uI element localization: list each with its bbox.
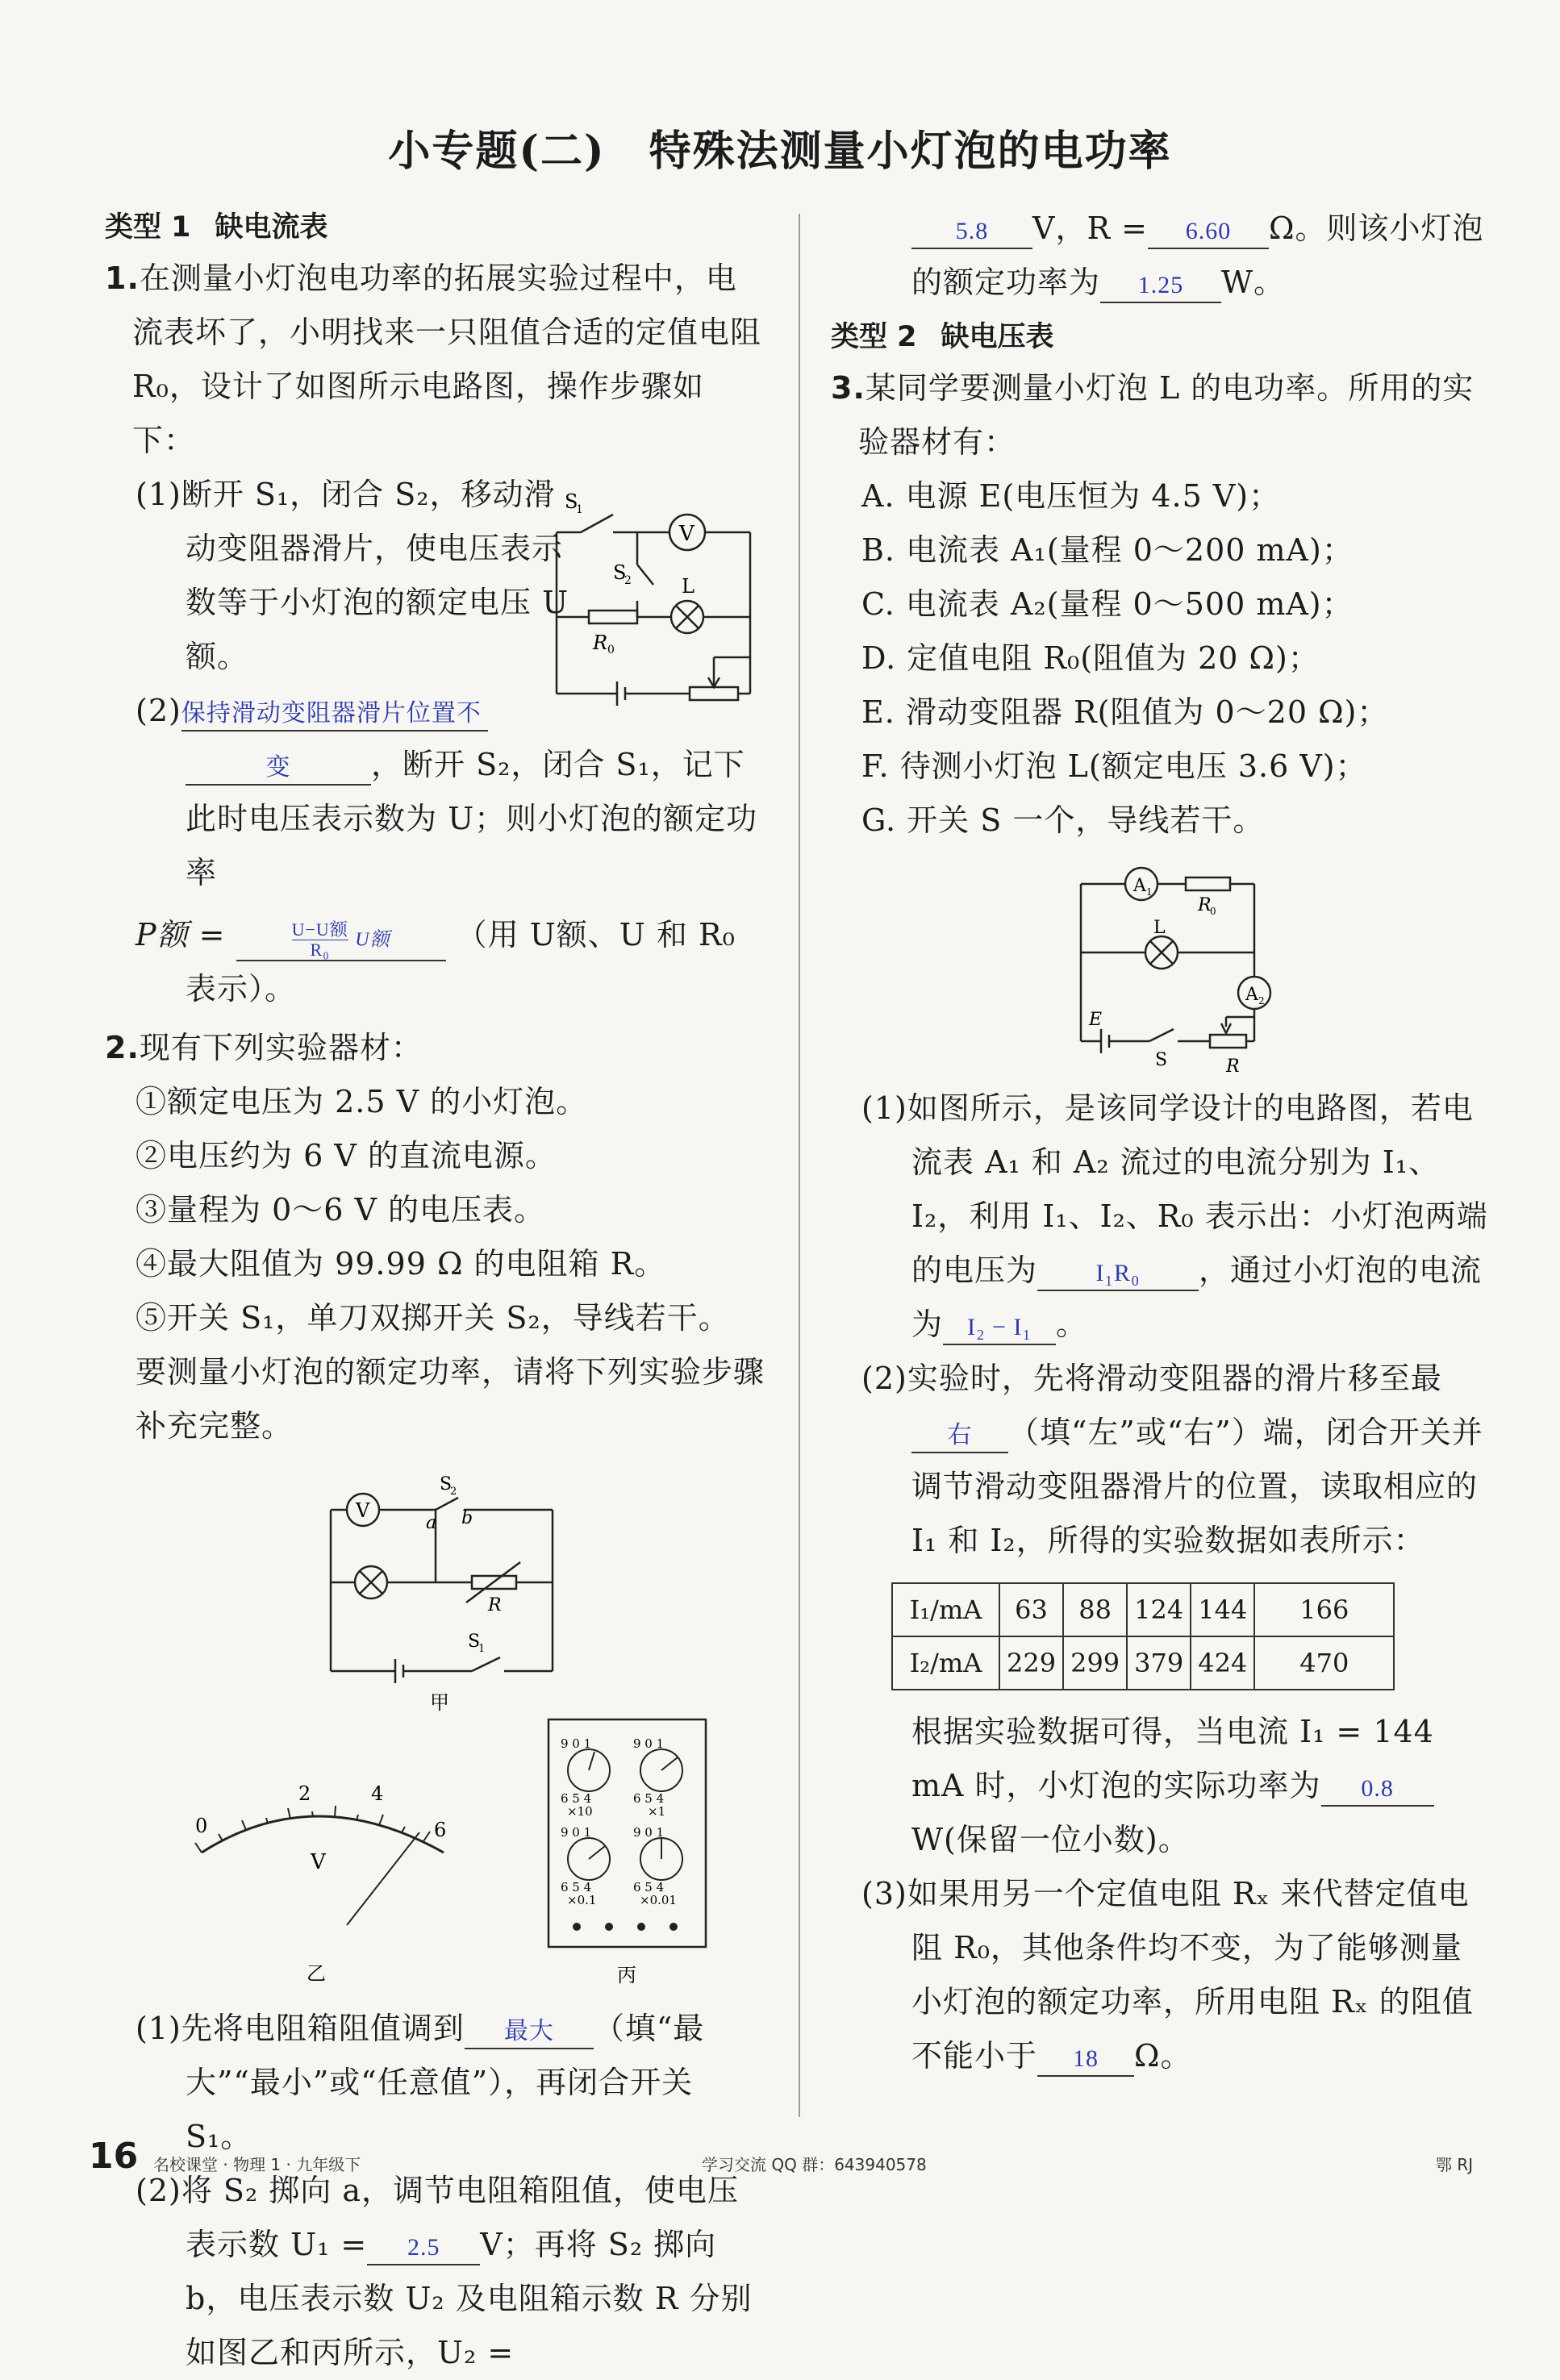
svg-text:1: 1 [478,1643,486,1655]
question-1-stem: 1.在测量小灯泡电功率的拓展实验过程中，电流表坏了，小明找来一只阻值合适的定值电阻 R₀，设计了如图所示电路图，操作步骤如下： [105,261,762,458]
svg-text:V: V [679,522,694,546]
fig-label-jia: 甲 [430,1691,449,1714]
q2-answer-4: 6.60 [1148,215,1269,249]
svg-text:2: 2 [1258,995,1265,1007]
q3-answer-3: 右 [911,1419,1008,1453]
q3-item-d: D. 定值电阻 R₀(阻值为 20 Ω)； [861,640,1320,676]
q1-step-2-formula: P额 = U−U额 R₀ U额 （用 U额、U 和 R₀ 表示）。 [136,917,736,1007]
svg-text:1: 1 [576,503,583,516]
q1-step-1-block [105,468,766,684]
q3-answer-5: 18 [1037,2043,1134,2077]
q1-step-2: (2)保持滑动变阻器滑片位置不 变 ，断开 S₂，闭合 S₁，记下此时电压表示数为 U；则小灯泡的额定功率 [136,693,758,890]
q2-step-2: (2)将 S₂ 掷向 a，调节电阻箱阻值，使电压表示数 U₁ = 2.5 V；再将 S₂ 掷向 b，电压表示数 U₂ 及电阻箱示数 R 分别如图乙和丙所示，U₂ = [136,2173,753,2370]
q3-data-table [891,1582,1395,1690]
q3-item-b: B. 电流表 A₁(量程 0～200 mA)； [861,532,1354,568]
circuit-diagram-q3 [1065,856,1283,1082]
q3-figure [831,848,1492,1082]
svg-text:L: L [682,575,694,598]
right-column [831,202,1492,2083]
svg-text:a: a [426,1513,437,1533]
column-divider [799,214,800,2117]
section-heading-2: 类型 2 缺电压表 [831,321,1054,353]
left-column [105,202,766,2380]
q3-step-3: (3)如果用另一个定值电阻 Rₓ 来代替定值电阻 R₀，其他条件均不变，为了能够测量小灯泡的额定功率，所用电阻 Rₓ 的阻值不能小于 18 Ω。 [831,1867,1492,2083]
q3-item-a: A. 电源 E(电压恒为 4.5 V)； [861,478,1281,514]
voltmeter-diagram-yi [177,1748,476,1990]
svg-text:R: R [1226,1057,1240,1077]
q2-figures [105,1453,766,2002]
svg-text:b: b [461,1508,473,1528]
svg-text:V: V [311,1850,326,1874]
table-cell: 379 [1127,1636,1191,1690]
svg-text:0: 0 [1210,906,1216,917]
q3-answer-1: I₁R₀ [1037,1257,1199,1291]
svg-text:6: 6 [434,1819,447,1841]
svg-text:6 5 4: 6 5 4 [633,1880,665,1894]
q1-answer-formula: U−U额 R₀ U额 [236,920,446,961]
q1-step-1: (1)断开 S₁，闭合 S₂，移动滑动变阻器滑片，使电压表示数等于小灯泡的额定电压 U额。 [136,477,569,674]
q3-item-f: F. 待测小灯泡 L(额定电压 3.6 V)； [861,748,1367,784]
q2-step-1: (1)先将电阻箱阻值调到 最大 （填“最大”“最小”或“任意值”），再闭合开关 S₁。 [136,2011,705,2154]
q2-item-4: ④最大阻值为 99.99 Ω 的电阻箱 R。 [136,1246,666,1282]
svg-text:2: 2 [624,574,632,587]
svg-text:×0.1: ×0.1 [567,1893,597,1907]
svg-text:6 5 4: 6 5 4 [561,1880,592,1894]
q2-item-5: ⑤开关 S₁，单刀双掷开关 S₂，导线若干。 [136,1300,730,1336]
svg-text:L: L [1153,918,1166,938]
fig-label-bing: 丙 [617,1964,636,1986]
svg-text:R: R [488,1595,502,1615]
svg-text:1: 1 [1146,886,1153,898]
q3-item-g: G. 开关 S 一个，导线若干。 [861,802,1265,838]
q2-answer-3: 5.8 [911,215,1032,249]
table-cell: 88 [1063,1583,1127,1636]
q3-item-c: C. 电流表 A₂(量程 0～500 mA)； [861,586,1354,622]
q3-step-2-result: 根据实验数据可得，当电流 I₁ = 144 mA 时，小灯泡的实际功率为 0.8W(保留一位小数)。 [911,1714,1434,1857]
table-cell: 166 [1254,1583,1394,1636]
table-cell: 299 [1063,1636,1127,1690]
q1-answer-1a: 保持滑动变阻器滑片位置不 [181,698,488,732]
table-cell: 424 [1191,1636,1254,1690]
circuit-diagram-q1 [532,476,766,710]
q2-item-2: ②电压约为 6 V 的直流电源。 [136,1138,557,1173]
svg-text:6 5 4: 6 5 4 [561,1791,592,1806]
page-title: 小专题(二) 特殊法测量小灯泡的电功率 [388,127,1172,176]
svg-text:0: 0 [195,1815,208,1837]
q2-item-3: ③量程为 0～6 V 的电压表。 [136,1192,546,1228]
svg-text:0: 0 [607,644,615,656]
svg-text:A: A [1245,985,1258,1005]
q2-answer-2: 2.5 [367,2232,480,2265]
q3-answer-4: 0.8 [1321,1773,1434,1807]
svg-text:S: S [565,490,578,513]
question-3-stem: 3.某同学要测量小灯泡 L 的电功率。所用的实验器材有： [831,370,1474,460]
svg-text:S: S [1155,1050,1168,1070]
q2-answer-5: 1.25 [1100,269,1221,303]
svg-text:2: 2 [298,1782,311,1805]
question-2-stem: 2.现有下列实验器材： [105,1030,423,1065]
q2-item-1: ①额定电压为 2.5 V 的小灯泡。 [136,1084,588,1119]
footer-qq-group: 学习交流 QQ 群：643940578 [702,2155,927,2174]
q2-answer-1: 最大 [465,2015,594,2049]
svg-text:2: 2 [450,1486,457,1498]
table-row-label: I₂/mA [892,1636,999,1690]
svg-text:×0.01: ×0.01 [640,1893,677,1907]
svg-text:S: S [468,1632,481,1652]
q3-item-e: E. 滑动变阻器 R(阻值为 0～20 Ω)； [861,694,1389,730]
footer-book-title: 名校课堂 · 物理 1 · 九年级下 [153,2155,361,2174]
table-row [892,1583,1394,1636]
fig-label-yi: 乙 [307,1962,326,1985]
q1-answer-1b: 变 [186,752,371,786]
table-row-label: I₁/mA [892,1583,999,1636]
svg-text:V: V [356,1499,370,1522]
svg-text:S: S [613,561,627,584]
q3-answer-2: I₂ − I₁ [943,1311,1056,1345]
section-heading-1: 类型 1 缺电流表 [105,211,328,244]
q2-step-2-continued: 5.8 V，R = 6.60 Ω。则该小灯泡的额定功率为 1.25 W。 [831,202,1492,310]
circuit-diagram-jia [323,1473,565,1715]
page-number: 16 [89,2136,139,2177]
svg-text:×1: ×1 [648,1804,666,1819]
svg-text:A: A [1133,876,1146,896]
table-cell: 144 [1191,1583,1254,1636]
table-cell: 63 [999,1583,1063,1636]
table-cell: 470 [1254,1636,1394,1690]
svg-text:R: R [593,631,608,654]
table-cell: 229 [999,1636,1063,1690]
svg-text:4: 4 [371,1782,384,1805]
svg-text:9 0 1: 9 0 1 [561,1736,592,1751]
svg-text:6 5 4: 6 5 4 [633,1791,665,1806]
q3-step-1: (1)如图所示，是该同学设计的电路图，若电流表 A₁ 和 A₂ 流过的电流分别为 I₁、I₂，利用 I₁、I₂、R₀ 表示出：小灯泡两端的电压为 I₁R₀ ，通过小灯泡的电流为 I₂ − I₁ 。 [831,1082,1492,1352]
svg-text:R: R [1198,895,1212,915]
resistance-box-diagram-bing [544,1715,714,1990]
svg-text:9 0 1: 9 0 1 [633,1825,665,1840]
q3-step-2: (2)实验时，先将滑动变阻器的滑片移至最右 （填“左”或“右”）端，闭合开关并调节滑动变阻器滑片的位置，读取相应的 I₁ 和 I₂，所得的实验数据如表所示： [861,1361,1483,1558]
table-cell: 124 [1127,1583,1191,1636]
svg-text:E: E [1089,1010,1103,1030]
footer-edition: 鄂 RJ [1436,2155,1474,2174]
q2-ask: 要测量小灯泡的额定功率，请将下列实验步骤补充完整。 [136,1354,765,1444]
svg-text:×10: ×10 [567,1804,593,1819]
svg-text:S: S [440,1474,453,1494]
svg-text:9 0 1: 9 0 1 [633,1736,665,1751]
table-row [892,1636,1394,1690]
svg-text:9 0 1: 9 0 1 [561,1825,592,1840]
